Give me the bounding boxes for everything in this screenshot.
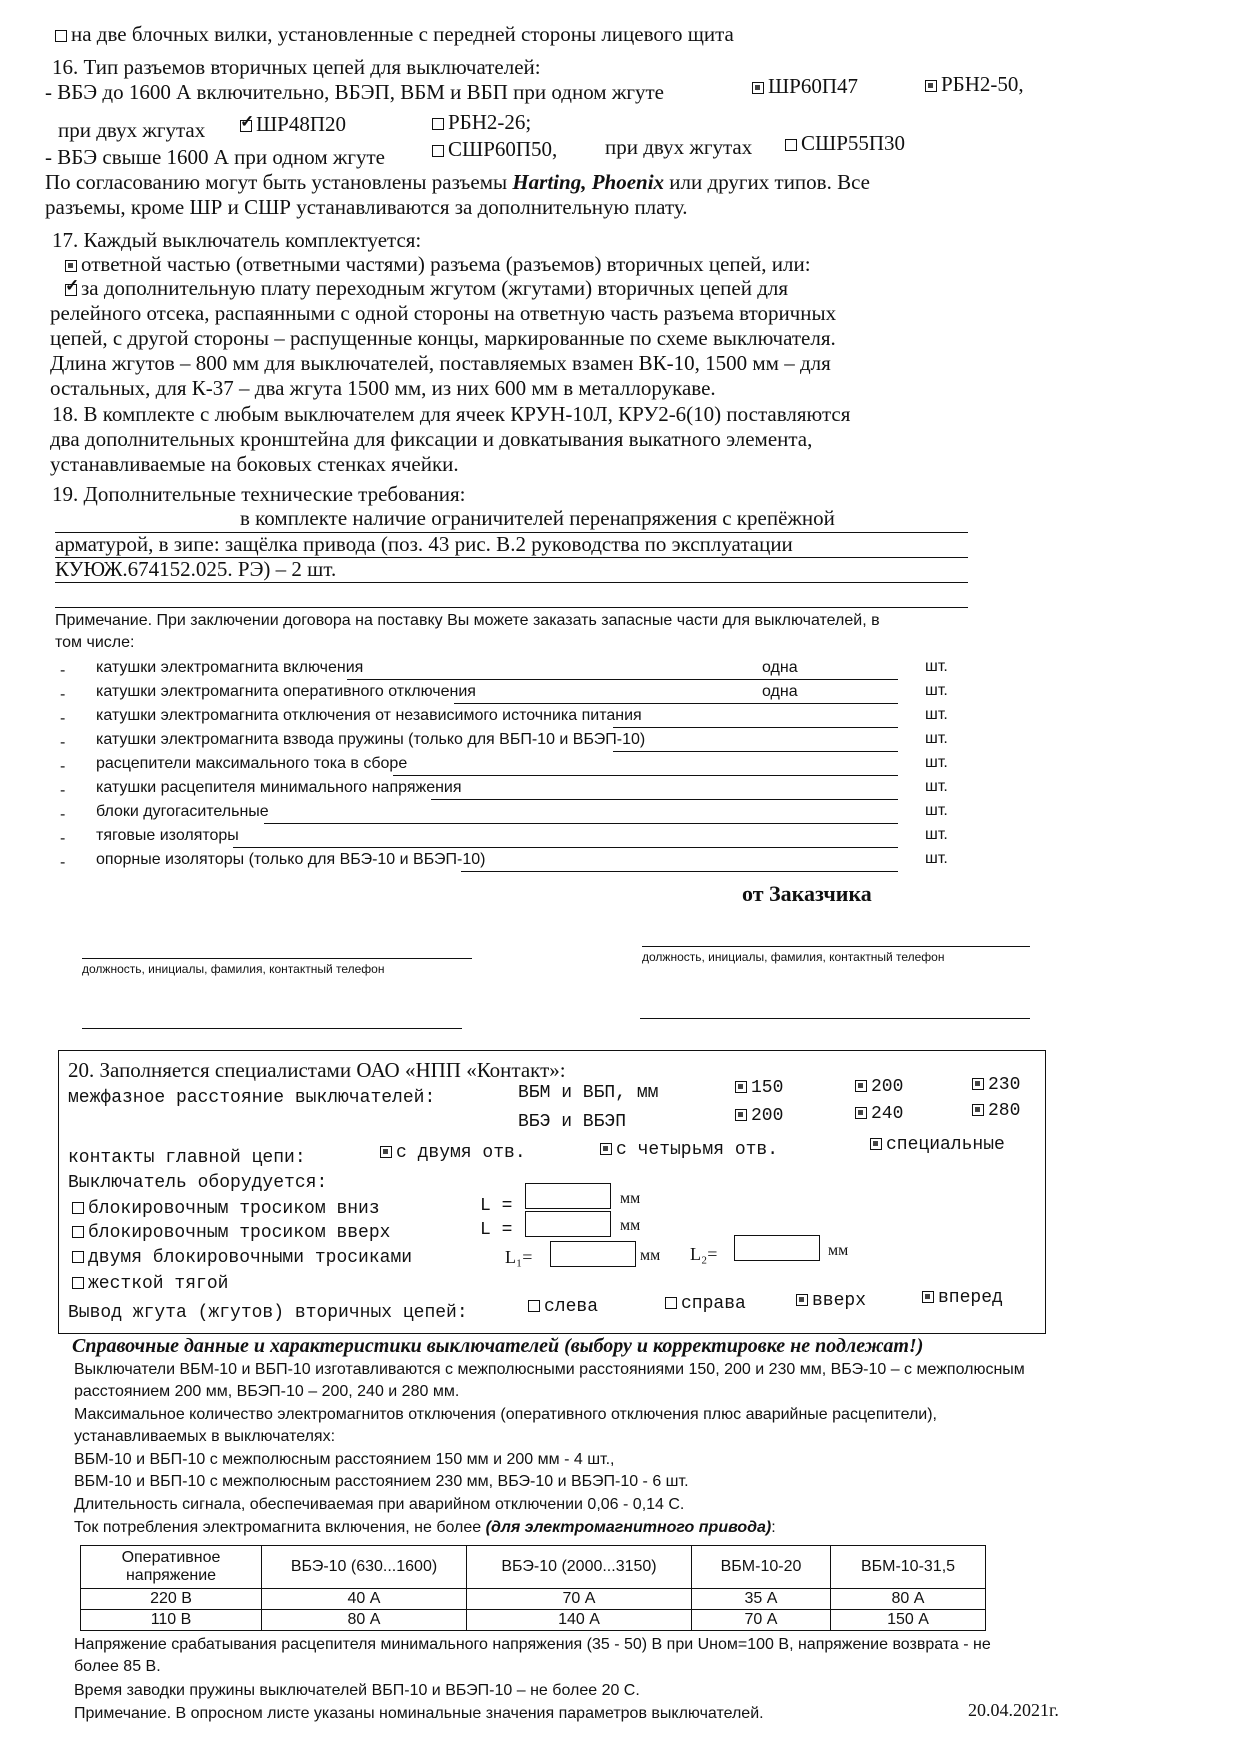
table-cell: 140 А <box>467 1610 692 1631</box>
spare-part-qty-line[interactable] <box>461 871 898 872</box>
spare-part-unit: шт. <box>925 682 948 699</box>
list-bullet: - <box>60 854 66 871</box>
section-19-title: 19. Дополнительные технические требования: <box>52 482 466 506</box>
section-17-line-e: Длина жгутов – 800 мм для выключателей, поставляемых взамен ВК-10, 1500 мм – для <box>50 351 831 375</box>
section-16-line-c: - ВБЭ свыше 1600 А при одном жгуте <box>45 145 385 169</box>
checkbox-icon[interactable] <box>972 1078 984 1090</box>
spare-part-qty-line[interactable] <box>233 847 898 848</box>
ref-p10: более 85 В. <box>74 1658 161 1675</box>
checkbox-icon[interactable] <box>870 1138 882 1150</box>
L2-label: L₂= <box>690 1244 718 1264</box>
mm-label-1: мм <box>620 1190 641 1207</box>
section-16-line-d: По согласованию могут быть установлены разъемы Harting, Phoenix или других типов. Все <box>45 170 870 194</box>
opt-harness-forward: вперед <box>922 1288 1003 1308</box>
opt-cable-down: блокировочным тросиком вниз <box>72 1199 380 1219</box>
section-17-title: 17. Каждый выключатель комплектуется: <box>52 228 422 252</box>
spare-part-label: опорные изоляторы (только для ВБЭ-10 и ВБЭП-10) <box>96 851 486 868</box>
list-bullet: - <box>60 686 66 703</box>
spare-part-unit: шт. <box>925 802 948 819</box>
checkbox-icon[interactable] <box>796 1294 808 1306</box>
list-bullet: - <box>60 734 66 751</box>
opt-contacts-special: специальные <box>870 1135 1005 1155</box>
option-shr48p20: ✓ ШР48П20 <box>240 112 346 137</box>
ref-p1: Выключатели ВБМ-10 и ВБП-10 изготавливаются с межполюсными расстояниями 150, 200 и 230 мм, ВБЭ-10 – с межполюсным <box>74 1361 1025 1378</box>
table-header: ВБМ-10-31,5 <box>831 1546 986 1589</box>
list-bullet: - <box>60 758 66 775</box>
table-cell: 80 А <box>831 1589 986 1610</box>
length-down-input[interactable] <box>525 1183 611 1209</box>
table-cell: 220 В <box>81 1589 262 1610</box>
opt-cable-two: двумя блокировочными тросиками <box>72 1248 412 1268</box>
option-sshr60p50: СШР60П50, <box>432 137 557 162</box>
opt-vbm-230: 230 <box>972 1075 1020 1095</box>
s19-underline-4 <box>55 607 968 608</box>
vbe-label: ВБЭ и ВБЭП <box>518 1112 627 1132</box>
length-2-input[interactable] <box>734 1235 820 1261</box>
section-20-title: 20. Заполняется специалистами ОАО «НПП «Контакт»: <box>68 1058 566 1082</box>
checkbox-icon[interactable] <box>72 1202 84 1214</box>
mm-label-2: мм <box>620 1217 641 1234</box>
s19-underline-3 <box>55 582 968 583</box>
signature-caption-right: должность, инициалы, фамилия, контактный телефон <box>642 950 945 964</box>
spare-part-qty: одна <box>762 683 798 700</box>
ref-p8: Ток потребления электромагнита включения, не более (для электромагнитного привода): <box>74 1519 776 1536</box>
opt-vbe-200: 200 <box>735 1106 783 1126</box>
spare-part-qty: одна <box>762 659 798 676</box>
spare-part-qty-line[interactable] <box>454 703 898 704</box>
spare-part-qty-line[interactable] <box>613 751 898 752</box>
spare-part-unit: шт. <box>925 754 948 771</box>
opt-harness-left: слева <box>528 1297 598 1317</box>
reference-title: Справочные данные и характеристики выключателей (выбору и корректировке не подлежат!) <box>72 1335 924 1357</box>
table-cell: 40 А <box>262 1589 467 1610</box>
table-cell: 70 А <box>692 1610 831 1631</box>
spare-part-unit: шт. <box>925 850 948 867</box>
checkbox-icon[interactable] <box>972 1104 984 1116</box>
list-bullet: - <box>60 806 66 823</box>
contacts-label: контакты главной цепи: <box>68 1148 306 1168</box>
spare-part-label: катушки электромагнита оперативного отключения <box>96 683 476 700</box>
section-18-line-b: два дополнительных кронштейна для фиксации и довкатывания выкатного элемента, <box>50 427 813 451</box>
length-1-input[interactable] <box>550 1241 636 1267</box>
checkmark-icon[interactable] <box>240 120 252 132</box>
checkbox-icon[interactable] <box>600 1143 612 1155</box>
opt-cable-up: блокировочным тросиком вверх <box>72 1223 390 1243</box>
spare-part-unit: шт. <box>925 826 948 843</box>
section-17-line-c: релейного отсека, распаянными с одной стороны на ответную часть разъема вторичных <box>50 301 837 325</box>
s19-line-a: в комплекте наличие ограничителей перенапряжения с крепёжной <box>240 506 835 530</box>
opt-rigid: жесткой тягой <box>72 1274 228 1294</box>
section-17-line-f: остальных, для К-37 – два жгута 1500 мм, из них 600 мм в металлорукаве. <box>50 376 716 400</box>
s19-line-b: арматурой, в зипе: защёлка привода (поз. 43 рис. В.2 руководства по эксплуатации <box>55 532 793 556</box>
spare-part-qty-line[interactable] <box>264 823 898 824</box>
table-cell: 150 А <box>831 1610 986 1631</box>
spare-part-unit: шт. <box>925 706 948 723</box>
checkbox-icon[interactable] <box>528 1300 540 1312</box>
section-16-line-a: - ВБЭ до 1600 А включительно, ВБЭП, ВБМ и ВБП при одном жгуте <box>45 80 664 104</box>
section-17-line-b: ✓за дополнительную плату переходным жгутом (жгутами) вторичных цепей для <box>65 276 788 301</box>
ref-p3: Максимальное количество электромагнитов отключения (оперативного отключения плюс аварийные расцепители), <box>74 1406 937 1423</box>
table-header: ВБЭ-10 (2000...3150) <box>467 1546 692 1589</box>
table-cell: 80 А <box>262 1610 467 1631</box>
signature-line-left[interactable] <box>82 958 472 959</box>
spare-part-label: тяговые изоляторы <box>96 827 239 844</box>
opt-vbm-150: 150 <box>735 1078 783 1098</box>
opt-vbe-280: 280 <box>972 1101 1020 1121</box>
checkbox-icon[interactable] <box>855 1107 867 1119</box>
from-customer-label: от Заказчика <box>742 881 872 906</box>
list-bullet: - <box>60 782 66 799</box>
checkbox-icon[interactable] <box>72 1226 84 1238</box>
ref-p12: Примечание. В опросном листе указаны номинальные значения параметров выключателей. <box>74 1705 764 1722</box>
ref-p2: расстоянием 200 мм, ВБЭП-10 – 200, 240 и 280 мм. <box>74 1383 460 1400</box>
checkbox-icon[interactable] <box>925 80 937 92</box>
mm-label-3: мм <box>640 1247 661 1264</box>
checkbox-icon[interactable] <box>65 260 77 272</box>
spare-part-qty-line[interactable] <box>347 679 898 680</box>
spare-part-qty-line[interactable] <box>393 775 898 776</box>
option-sshr55p30: СШР55П30 <box>785 131 905 156</box>
checkmark-icon[interactable] <box>65 284 77 296</box>
opt-harness-up: вверх <box>796 1291 866 1311</box>
signature-line-left-2[interactable] <box>82 1028 462 1029</box>
list-bullet: - <box>60 710 66 727</box>
spare-part-label: катушки расцепителя минимального напряжения <box>96 779 462 796</box>
L-label-1: L = <box>480 1196 513 1216</box>
opt-contacts-two: с двумя отв. <box>380 1143 526 1163</box>
spare-part-unit: шт. <box>925 730 948 747</box>
note-intro-2: том числе: <box>55 634 135 651</box>
checkbox-icon[interactable] <box>432 145 444 157</box>
table-header: Оперативное напряжение <box>81 1546 262 1589</box>
option-two-block-forks: на две блочных вилки, установленные с передней стороны лицевого щита <box>55 22 734 47</box>
checkbox-icon[interactable] <box>855 1080 867 1092</box>
section-17-line-d: цепей, с другой стороны – распущенные концы, маркированные по схеме выключателя. <box>50 326 836 350</box>
opt-vbm-200: 200 <box>855 1077 903 1097</box>
ref-p7: Длительность сигнала, обеспечиваемая при аварийном отключении 0,06 - 0,14 С. <box>74 1496 685 1513</box>
equip-label: Выключатель оборудуется: <box>68 1173 328 1193</box>
checkbox-icon[interactable] <box>72 1251 84 1263</box>
checkbox-icon[interactable] <box>432 118 444 130</box>
spare-part-qty-line[interactable] <box>431 799 898 800</box>
section-17-line-a: ответной частью (ответными частями) разъема (разъемов) вторичных цепей, или: <box>65 252 811 277</box>
vbm-label: ВБМ и ВБП, мм <box>518 1083 659 1103</box>
checkbox-icon[interactable] <box>735 1109 747 1121</box>
signature-line-right-2[interactable] <box>640 1018 1030 1019</box>
checkbox-icon[interactable] <box>735 1081 747 1093</box>
table-header: ВБМ-10-20 <box>692 1546 831 1589</box>
spare-part-label: блоки дугогасительные <box>96 803 269 820</box>
table-cell: 35 А <box>692 1589 831 1610</box>
current-table <box>80 1545 986 1631</box>
opt-contacts-four: с четырьмя отв. <box>600 1140 778 1160</box>
section-16-title: 16. Тип разъемов вторичных цепей для выключателей: <box>52 55 541 79</box>
checkbox-icon[interactable] <box>752 82 764 94</box>
checkbox-icon[interactable] <box>922 1291 934 1303</box>
option-rbn2-26: РБН2-26; <box>432 110 531 135</box>
list-bullet: - <box>60 662 66 679</box>
option-shr60p47: ШР60П47 <box>752 74 858 99</box>
signature-line-right[interactable] <box>642 946 1030 947</box>
ref-p9: Напряжение срабатывания расцепителя минимального напряжения (35 - 50) В при Uном=100 В, напряжение возврата - не <box>74 1636 991 1653</box>
section-16-line-e: разъемы, кроме ШР и СШР устанавливаются за дополнительную плату. <box>45 195 688 219</box>
checkbox-icon[interactable] <box>665 1297 677 1309</box>
checkbox-icon[interactable] <box>55 30 67 42</box>
checkbox-icon[interactable] <box>785 139 797 151</box>
length-up-input[interactable] <box>525 1211 611 1237</box>
spare-part-unit: шт. <box>925 778 948 795</box>
ref-p4: устанавливаемых в выключателях: <box>74 1428 336 1445</box>
section-18-line-c: устанавливаемые на боковых стенках ячейки. <box>50 452 459 476</box>
table-row <box>81 1610 986 1631</box>
table-header: ВБЭ-10 (630...1600) <box>262 1546 467 1589</box>
s19-line-c: КУЮЖ.674152.025. РЭ) – 2 шт. <box>55 557 337 581</box>
table-cell: 110 В <box>81 1610 262 1631</box>
spare-part-label: расцепители максимального тока в сборе <box>96 755 408 772</box>
note-intro-1: Примечание. При заключении договора на поставку Вы можете заказать запасные части для выключателей, в <box>55 612 880 629</box>
L-label-2: L = <box>480 1220 513 1240</box>
checkbox-icon[interactable] <box>380 1146 392 1158</box>
signature-caption-left: должность, инициалы, фамилия, контактный телефон <box>82 962 385 976</box>
table-header-row <box>81 1546 986 1589</box>
spare-part-unit: шт. <box>925 658 948 675</box>
table-row <box>81 1589 986 1610</box>
spare-part-label: катушки электромагнита отключения от независимого источника питания <box>96 707 642 724</box>
section-16-line-c-mid: при двух жгутах <box>605 135 753 159</box>
mm-label-4: мм <box>828 1242 849 1259</box>
spare-part-qty-line[interactable] <box>613 727 898 728</box>
opt-harness-right: справа <box>665 1294 746 1314</box>
ref-p11: Время заводки пружины выключателей ВБП-10 и ВБЭП-10 – не более 20 С. <box>74 1682 640 1699</box>
harness-label: Вывод жгута (жгутов) вторичных цепей: <box>68 1303 468 1323</box>
distance-label: межфазное расстояние выключателей: <box>68 1088 436 1108</box>
table-cell: 70 А <box>467 1589 692 1610</box>
ref-p5: ВБМ-10 и ВБП-10 с межполюсным расстоянием 150 мм и 200 мм - 4 шт., <box>74 1451 615 1468</box>
section-16-line-b: при двух жгутах <box>58 118 206 142</box>
spare-part-label: катушки электромагнита взвода пружины (только для ВБП-10 и ВБЭП-10) <box>96 731 646 748</box>
section-18-line-a: 18. В комплекте с любым выключателем для ячеек КРУН-10Л, КРУ2-6(10) поставляются <box>52 402 851 426</box>
spare-part-label: катушки электромагнита включения <box>96 659 364 676</box>
ref-p6: ВБМ-10 и ВБП-10 с межполюсным расстоянием 230 мм, ВБЭ-10 и ВБЭП-10 - 6 шт. <box>74 1473 689 1490</box>
opt-vbe-240: 240 <box>855 1104 903 1124</box>
document-date: 20.04.2021г. <box>968 1700 1059 1720</box>
L1-label: L₁= <box>505 1247 533 1267</box>
option-rbn2-50: РБН2-50, <box>925 72 1024 97</box>
list-bullet: - <box>60 830 66 847</box>
checkbox-icon[interactable] <box>72 1277 84 1289</box>
